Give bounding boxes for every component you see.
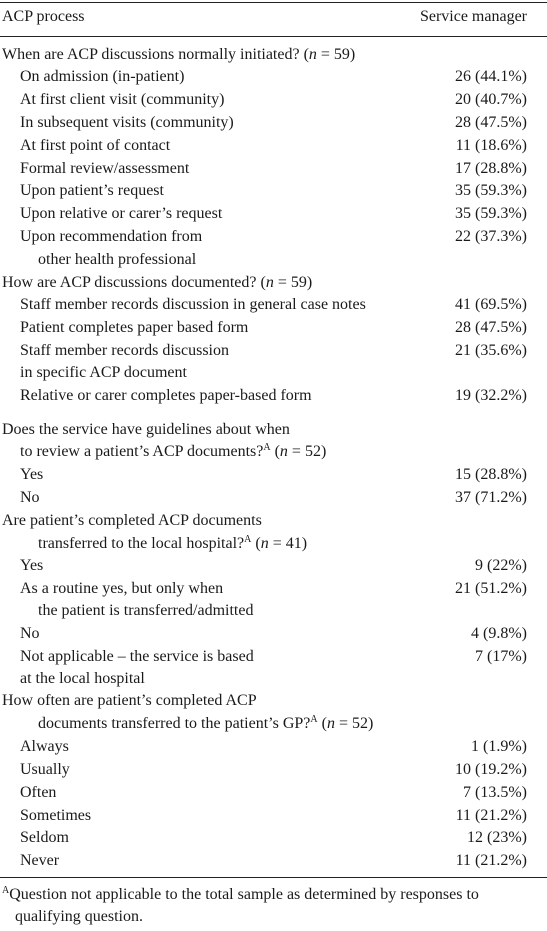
table-row: Always 1 (1.9%) — [20, 738, 527, 755]
section-hospital-question: Are patient’s completed ACP documents — [2, 512, 262, 529]
table-row: Sometimes 11 (21.2%) — [20, 807, 527, 824]
table-row-continuation: the patient is transferred/admitted — [38, 602, 254, 619]
header-rule — [0, 36, 547, 37]
section-gp-question-line2: documents transferred to the patient’s GP?$^A$ (n = 52) — [38, 714, 374, 732]
section-initiated-question: When are ACP discussions normally initiated? (n = 59) — [2, 46, 356, 63]
table-row: No 4 (9.8%) — [20, 625, 527, 642]
table-row: Upon relative or carer’s request 35 (59.3%) — [20, 205, 527, 222]
section-guidelines-question: Does the service have guidelines about when — [2, 421, 290, 438]
table-row: Patient completes paper based form 28 (47.5%) — [20, 319, 527, 336]
table-row: No 37 (71.2%) — [20, 489, 527, 506]
table-row: In subsequent visits (community) 28 (47.5%) — [20, 114, 527, 131]
table-row: Upon recommendation from 22 (37.3%) — [20, 228, 527, 245]
table-row: On admission (in-patient) 26 (44.1%) — [20, 68, 527, 85]
section-gp-question: How often are patient’s completed ACP — [2, 692, 257, 709]
table-row: Never 11 (21.2%) — [20, 852, 527, 869]
header-service-manager: Service manager — [419, 8, 527, 25]
table-row: At first point of contact 11 (18.6%) — [20, 137, 527, 154]
section-hospital-question-line2: transferred to the local hospital?$^A$ (n = 41) — [38, 534, 308, 552]
table-row: Formal review/assessment 17 (28.8%) — [20, 160, 527, 177]
table-row: Staff member records discussion in general case notes 41 (69.5%) — [20, 296, 527, 313]
table-row: Not applicable – the service is based 7 (17%) — [20, 648, 527, 665]
table-row: Upon patient’s request 35 (59.3%) — [20, 182, 527, 199]
table-row: Seldom 12 (23%) — [20, 829, 527, 846]
bottom-rule — [0, 877, 547, 878]
table-row: Staff member records discussion 21 (35.6%) — [20, 342, 527, 359]
table-row: Yes 15 (28.8%) — [20, 466, 527, 483]
table-row: Usually 10 (19.2%) — [20, 761, 527, 778]
table-row: As a routine yes, but only when 21 (51.2%) — [20, 580, 527, 597]
section-documented-question: How are ACP discussions documented? (n = 59) — [2, 274, 313, 291]
header-process: ACP process — [2, 8, 85, 25]
top-rule — [0, 2, 547, 3]
table-row: Often 7 (13.5%) — [20, 784, 527, 801]
section-guidelines-question-line2: to review a patient’s ACP documents?$^A$ (n = 52) — [20, 442, 327, 460]
table-row-continuation: at the local hospital — [20, 670, 145, 687]
table-row-continuation: in specific ACP document — [20, 364, 187, 381]
table-row-continuation: other health professional — [38, 251, 197, 268]
table-row: At first client visit (community) 20 (40.7%) — [20, 91, 527, 108]
table-row: Yes 9 (22%) — [20, 557, 527, 574]
table-row: Relative or carer completes paper-based form 19 (32.2%) — [20, 387, 527, 404]
table-footnote: $^A$Question not applicable to the total sample as determined by responses to qualifying question. — [2, 885, 479, 925]
